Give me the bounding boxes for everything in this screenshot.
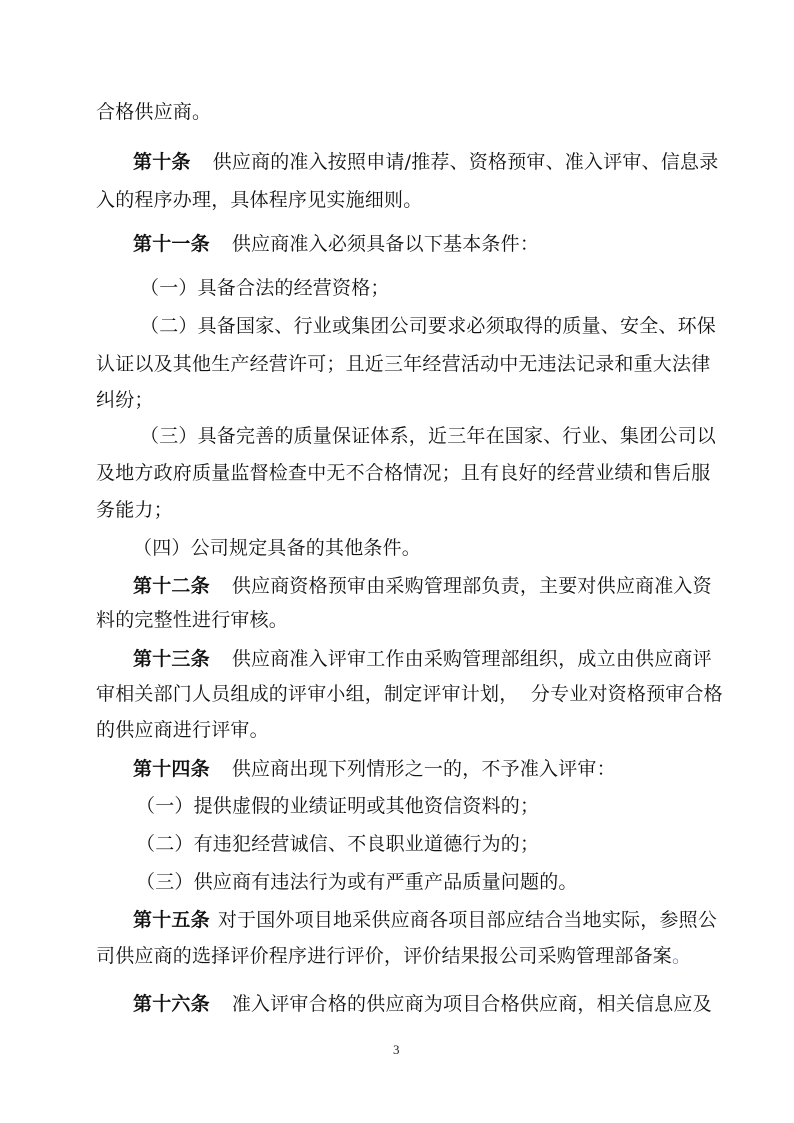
paragraph-line [96, 682, 723, 706]
line-text: 的供应商进行评审。 [96, 719, 269, 741]
paragraph-line [96, 461, 710, 485]
article-number: 第十二条 [133, 575, 210, 597]
line-text: 务能力； [96, 499, 173, 521]
paragraph-line [96, 388, 154, 412]
article-heading-line [133, 647, 712, 671]
list-item-line [140, 314, 716, 338]
list-item-line [140, 424, 716, 448]
line-text: （一）具备合法的经营资格； [140, 277, 390, 299]
article-number: 第十条 [133, 151, 191, 173]
line-text: 供应商出现下列情形之一的，不予准入评审： [231, 758, 616, 780]
list-item-line [136, 870, 578, 894]
line-text: 审相关部门人员组成的评审小组，制定评审计划， 分专业对资格预审合格 [96, 683, 723, 705]
line-text: （二）有违犯经营诚信、不良职业道德行为的； [136, 833, 540, 855]
article-number: 第十六条 [133, 993, 210, 1015]
line-text: 准入评审合格的供应商为项目合格供应商，相关信息应及 [231, 993, 712, 1015]
line-text: 认证以及其他生产经营许可；且近三年经营活动中无违法记录和重大法律 [96, 353, 711, 375]
paragraph-line [96, 100, 211, 124]
paragraph-line [96, 352, 710, 376]
line-text: （三）供应商有违法行为或有严重产品质量问题的。 [136, 871, 578, 893]
paragraph-line [96, 944, 691, 968]
paragraph-line [96, 718, 269, 742]
article-number: 第十三条 [133, 648, 210, 670]
line-text: （三）具备完善的质量保证体系，近三年在国家、行业、集团公司以 [140, 425, 717, 447]
line-text: 入的程序办理，具体程序见实施细则。 [96, 189, 423, 211]
list-item-line [140, 276, 390, 300]
line-text: 纠纷； [96, 389, 154, 411]
line-tail: 。 [672, 945, 692, 967]
paragraph-line [96, 188, 422, 212]
list-item-line [133, 536, 421, 560]
line-text: 司供应商的选择评价程序进行评价，评价结果报公司采购管理部备案 [96, 945, 673, 967]
paragraph-line [96, 608, 288, 632]
line-text: （二）具备国家、行业或集团公司要求必须取得的质量、安全、环保 [140, 315, 717, 337]
line-text: 合格供应商。 [96, 101, 212, 123]
line-text: 对于国外项目地采供应商各项目部应结合当地实际，参照公 [217, 909, 718, 931]
line-text: 供应商的准入按照申请/推荐、资格预审、准入评审、信息录 [212, 151, 719, 173]
line-text: 供应商准入评审工作由采购管理部组织，成立由供应商评 [231, 648, 712, 670]
line-text: 及地方政府质量监督检查中无不合格情况；且有良好的经营业绩和售后服 [96, 462, 711, 484]
list-item-line [136, 794, 539, 818]
page-number: 3 [393, 1042, 400, 1057]
list-item-line [136, 832, 539, 856]
line-text: 供应商资格预审由采购管理部负责，主要对供应商准入资 [231, 575, 712, 597]
article-number: 第十五条 [133, 909, 210, 931]
article-heading-line [133, 908, 717, 932]
article-heading-line [133, 232, 539, 256]
line-text: （一）提供虚假的业绩证明或其他资信资料的； [136, 795, 540, 817]
paragraph-line [96, 498, 173, 522]
line-text: （四）公司规定具备的其他条件。 [133, 537, 422, 559]
article-heading-line [133, 574, 712, 598]
article-heading-line [133, 757, 616, 781]
line-text: 供应商准入必须具备以下基本条件： [231, 233, 540, 255]
article-number: 第十四条 [133, 758, 210, 780]
article-heading-line [133, 992, 712, 1016]
article-number: 第十一条 [133, 233, 210, 255]
article-heading-line [133, 150, 718, 174]
line-text: 料的完整性进行审核。 [96, 609, 289, 631]
